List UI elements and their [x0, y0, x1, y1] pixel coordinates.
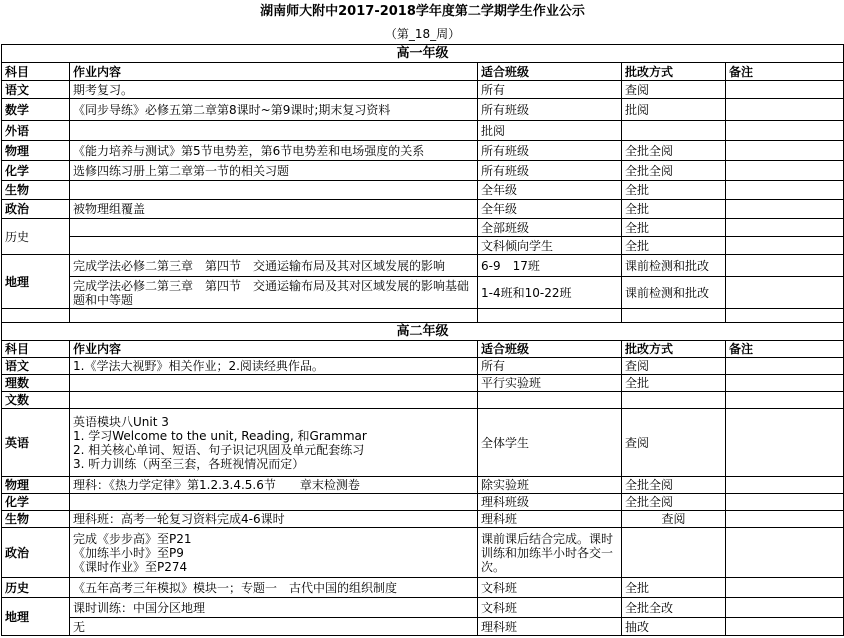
- table-row: [2, 121, 844, 141]
- content-cell: 理科：《热力学定律》第1.2.3.4.5.6节 章末检测卷: [70, 477, 478, 494]
- header-content: 作业内容: [70, 341, 478, 358]
- method-cell: 全批: [622, 181, 726, 200]
- table-row: [2, 477, 844, 494]
- subject-cell: 生物: [2, 181, 70, 200]
- class-cell: 全部班级: [478, 219, 622, 237]
- subject-cell: 语文: [2, 81, 70, 99]
- note-cell: [726, 598, 844, 618]
- header-class: 适合班级: [478, 341, 622, 358]
- note-cell: [726, 277, 844, 309]
- content-line: 英语模块八Unit 3: [73, 414, 169, 429]
- subject-cell: 地理: [2, 255, 70, 309]
- subject-cell: 化学: [2, 494, 70, 511]
- note-cell: [726, 494, 844, 511]
- table-row: [2, 358, 844, 375]
- method-cell: 全批: [622, 237, 726, 255]
- class-cell: 理科班级: [478, 494, 622, 511]
- table-row: [2, 161, 844, 181]
- note-cell: [726, 511, 844, 528]
- note-cell: [726, 200, 844, 219]
- grade2-header: 高二年级: [2, 323, 844, 341]
- header-content: 作业内容: [70, 63, 478, 81]
- method-cell: 课前检测和批改: [622, 255, 726, 277]
- content-line: 完成《步步高》至P21: [73, 531, 192, 546]
- class-cell: 所有班级: [478, 161, 622, 181]
- content-cell: 完成学法必修二第三章 第四节 交通运输布局及其对区域发展的影响基础题和中等题: [70, 277, 478, 309]
- content-cell: 无: [70, 618, 478, 636]
- content-cell: 《能力培养与测试》第5节电势差，第6节电势差和电场强度的关系: [70, 141, 478, 161]
- table-row: [2, 578, 844, 598]
- method-cell: 全批全阅: [622, 477, 726, 494]
- subject-cell: 文数: [2, 392, 70, 409]
- table-row: [2, 99, 844, 121]
- method-cell: 课前检测和批改: [622, 277, 726, 309]
- content-cell: [70, 528, 478, 578]
- class-cell: 文科班: [478, 578, 622, 598]
- class-cell: 全年级: [478, 200, 622, 219]
- note-cell: [726, 81, 844, 99]
- column-header-row: [2, 63, 844, 81]
- table-row: [2, 511, 844, 528]
- table-row: [2, 200, 844, 219]
- class-cell: 全体学生: [478, 409, 622, 477]
- table-row: [2, 181, 844, 200]
- note-cell: [726, 528, 844, 578]
- method-cell: [622, 121, 726, 141]
- method-cell: 查阅: [622, 511, 726, 528]
- content-cell: [70, 375, 478, 392]
- class-cell: 所有: [478, 358, 622, 375]
- class-cell: 文科倾向学生: [478, 237, 622, 255]
- class-cell: 所有: [478, 81, 622, 99]
- note-cell: [726, 358, 844, 375]
- content-line: 1. 学习Welcome to the unit, Reading, 和Grammar: [73, 428, 367, 443]
- note-cell: [726, 255, 844, 277]
- grade1-header: 高一年级: [2, 45, 844, 63]
- class-cell: 平行实验班: [478, 375, 622, 392]
- method-cell: 全批: [622, 375, 726, 392]
- content-cell: 理科班：高考一轮复习资料完成4-6课时: [70, 511, 478, 528]
- note-cell: [726, 99, 844, 121]
- header-note: 备注: [726, 341, 844, 358]
- method-cell: [622, 528, 726, 578]
- class-cell: 全年级: [478, 181, 622, 200]
- method-cell: 全批全阅: [622, 494, 726, 511]
- note-cell: [726, 477, 844, 494]
- note-cell: [726, 219, 844, 237]
- subject-cell: 英语: [2, 409, 70, 477]
- content-cell: 完成学法必修二第三章 第四节 交通运输布局及其对区域发展的影响: [70, 255, 478, 277]
- method-cell: 查阅: [622, 358, 726, 375]
- content-cell: [70, 392, 478, 409]
- table-row: [2, 255, 844, 277]
- header-subject: 科目: [2, 63, 70, 81]
- note-cell: [726, 121, 844, 141]
- page-title: 湖南师大附中2017-2018学年度第二学期学生作业公示: [260, 4, 585, 19]
- content-cell: [70, 237, 478, 255]
- table-row: [2, 237, 844, 255]
- content-cell: [70, 409, 478, 477]
- subject-cell: 历史: [2, 219, 70, 255]
- method-cell: 全批全阅: [622, 141, 726, 161]
- content-cell: [70, 219, 478, 237]
- table-row: [2, 309, 844, 323]
- content-line: 2. 相关核心单词、短语、句子识记巩固及单元配套练习: [73, 442, 365, 457]
- class-cell: 所有班级: [478, 141, 622, 161]
- column-header-row: [2, 341, 844, 358]
- table-row: [2, 219, 844, 237]
- method-cell: 全批全阅: [622, 161, 726, 181]
- header-subject: 科目: [2, 341, 70, 358]
- table-row: [2, 618, 844, 636]
- subject-cell: 政治: [2, 528, 70, 578]
- content-cell: 选修四练习册上第二章第一节的相关习题: [70, 161, 478, 181]
- content-cell: 《同步导练》必修五第二章第8课时~第9课时;期末复习资料: [70, 99, 478, 121]
- table-row: [2, 409, 844, 477]
- content-cell: [70, 121, 478, 141]
- subject-cell: 语文: [2, 358, 70, 375]
- table-row: [2, 528, 844, 578]
- subject-cell: 化学: [2, 161, 70, 181]
- method-cell: 全批: [622, 200, 726, 219]
- table-row: [2, 277, 844, 309]
- table-row: [2, 141, 844, 161]
- content-cell: 《五年高考三年模拟》模块一；专题一 古代中国的组织制度: [70, 578, 478, 598]
- table-row: [2, 375, 844, 392]
- note-cell: [726, 141, 844, 161]
- note-cell: [726, 618, 844, 636]
- header-note: 备注: [726, 63, 844, 81]
- content-cell: [70, 181, 478, 200]
- content-line: 3. 听力训练（两至三套，各班视情况而定）: [73, 456, 305, 471]
- header-class: 适合班级: [478, 63, 622, 81]
- class-cell: 文科班: [478, 598, 622, 618]
- class-cell: 6-9 17班: [478, 255, 622, 277]
- method-cell: [622, 392, 726, 409]
- table-row: [2, 598, 844, 618]
- class-cell: [478, 392, 622, 409]
- class-cell: 批阅: [478, 121, 622, 141]
- class-cell: 所有班级: [478, 99, 622, 121]
- subject-cell: 政治: [2, 200, 70, 219]
- method-cell: 查阅: [622, 81, 726, 99]
- subject-cell: 历史: [2, 578, 70, 598]
- subject-cell: 理数: [2, 375, 70, 392]
- method-cell: 查阅: [622, 409, 726, 477]
- homework-table: [1, 0, 844, 636]
- class-cell: 除实验班: [478, 477, 622, 494]
- content-cell: 1.《学法大视野》相关作业；2.阅读经典作品。: [70, 358, 478, 375]
- class-cell: 1-4班和10-22班: [478, 277, 622, 309]
- method-cell: 全批: [622, 219, 726, 237]
- content-line: 《课时作业》至P274: [73, 559, 188, 574]
- method-cell: 批阅: [622, 99, 726, 121]
- subject-cell: 物理: [2, 477, 70, 494]
- content-line: 《加练半小时》至P9: [73, 545, 184, 560]
- subject-cell: 地理: [2, 598, 70, 636]
- note-cell: [726, 181, 844, 200]
- subject-cell: 数学: [2, 99, 70, 121]
- content-cell: 课时训练：中国分区地理: [70, 598, 478, 618]
- note-cell: [726, 578, 844, 598]
- content-cell: [70, 494, 478, 511]
- table-row: [2, 494, 844, 511]
- content-cell: 期考复习。: [70, 81, 478, 99]
- subject-cell: 生物: [2, 511, 70, 528]
- header-method: 批改方式: [622, 63, 726, 81]
- note-cell: [726, 375, 844, 392]
- method-cell: 全批: [622, 578, 726, 598]
- class-cell: 课前课后结合完成。课时训练和加练半小时各交一次。: [478, 528, 622, 578]
- subject-cell: 外语: [2, 121, 70, 141]
- method-cell: 全批全改: [622, 598, 726, 618]
- table-row: [2, 392, 844, 409]
- note-cell: [726, 409, 844, 477]
- note-cell: [726, 392, 844, 409]
- class-cell: 理科班: [478, 511, 622, 528]
- note-cell: [726, 237, 844, 255]
- table-row: [2, 81, 844, 99]
- method-cell: 抽改: [622, 618, 726, 636]
- subject-cell: 物理: [2, 141, 70, 161]
- class-cell: 理科班: [478, 618, 622, 636]
- week-label: （第_18_周）: [384, 27, 461, 41]
- note-cell: [726, 161, 844, 181]
- content-cell: 被物理组覆盖: [70, 200, 478, 219]
- header-method: 批改方式: [622, 341, 726, 358]
